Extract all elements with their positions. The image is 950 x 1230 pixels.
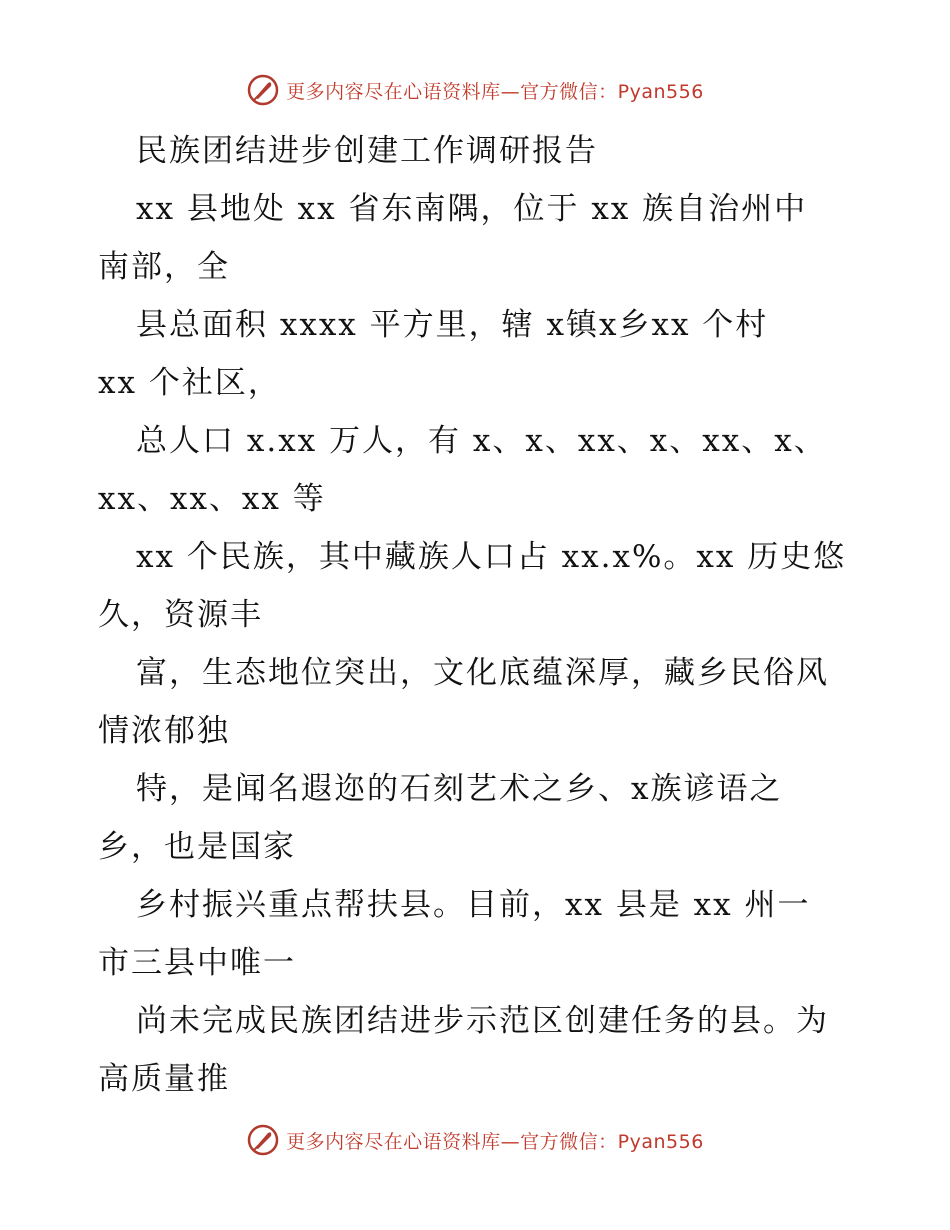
paragraph-line: 县总面积 xxxx 平方里，辖 x镇x乡xx 个村 [136,307,769,343]
paragraph-line: xx 县地处 xx 省东南隅，位于 xx 族自治州中 [136,191,808,227]
header-banner [0,70,950,110]
paragraph-line: 乡，也是国家 [98,829,296,865]
banner-wechat-text: 官方微信：Pyan556 [520,1130,704,1153]
banner-main-text: 更多内容尽在心语资料库— [286,80,521,103]
paragraph-line: xx 个社区， [98,365,281,401]
paragraph-line: 尚未完成民族团结进步示范区创建任务的县。为 [136,1003,829,1039]
document-title: 民族团结进步创建工作调研报告 [136,133,598,169]
paragraph-line: 乡村振兴重点帮扶县。目前，xx 县是 xx 州一 [136,887,811,923]
banner-text [286,77,704,104]
paragraph-line: 特，是闻名遐迩的石刻艺术之乡、x族谚语之 [136,771,783,807]
paragraph-line: 富，生态地位突出，文化底蕴深厚，藏乡民俗风 [136,655,829,691]
document-body [98,122,858,1108]
feather-pen-logo-icon [246,73,280,107]
feather-pen-logo-icon [246,1123,280,1157]
paragraph-line: xx、xx、xx 等 [98,481,326,517]
paragraph-line: 情浓郁独 [98,713,230,749]
banner-text [286,1127,704,1154]
paragraph-line: 市三县中唯一 [98,945,296,981]
paragraph-line: 久，资源丰 [98,597,263,633]
paragraph-line: 高质量推 [98,1061,230,1097]
paragraph-line: 南部，全 [98,249,230,285]
paragraph-line: 总人口 x.xx 万人，有 x、x、xx、x、xx、x、 [136,423,827,459]
banner-main-text: 更多内容尽在心语资料库— [286,1130,521,1153]
banner-wechat-text: 官方微信：Pyan556 [520,80,704,103]
paragraph-line: xx 个民族，其中藏族人口占 xx.x%。xx 历史悠 [136,539,847,575]
footer-banner [0,1120,950,1160]
